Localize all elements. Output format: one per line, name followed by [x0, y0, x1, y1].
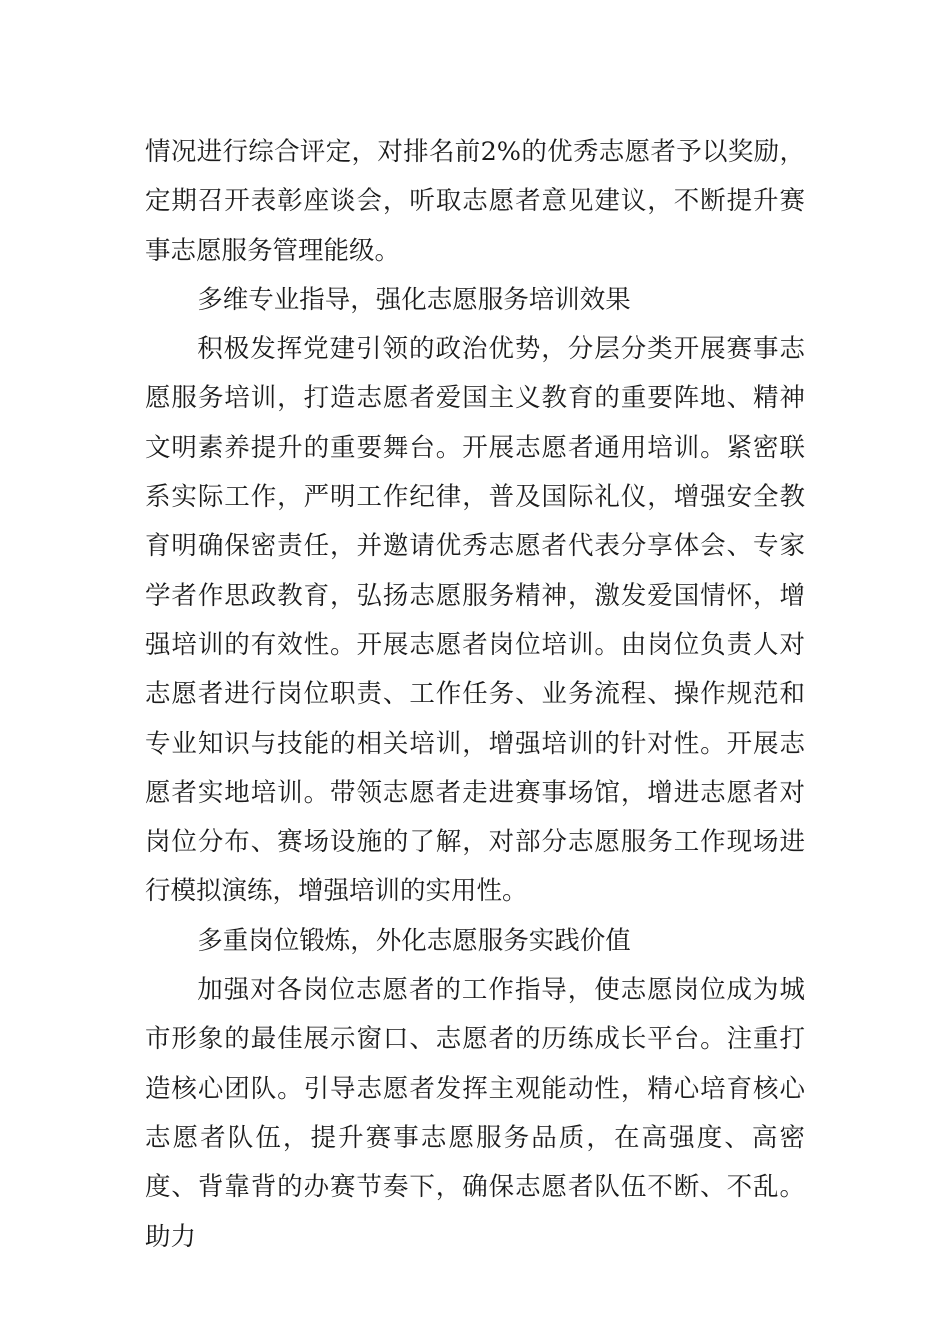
paragraph-continued: 情况进行综合评定，对排名前2%的优秀志愿者予以奖励，定期召开表彰座谈会，听取志愿者意见建议，不断提升赛事志愿服务管理能级。: [145, 137, 805, 266]
section-heading-training: 多维专业指导，强化志愿服务培训效果: [197, 284, 631, 315]
paragraph-training: 积极发挥党建引领的政治优势，分层分类开展赛事志愿服务培训，打造志愿者爱国主义教育的重要阵地、精神文明素养提升的重要舞台。开展志愿者通用培训。紧密联系实际工作，严明工作纪律，普及国际礼仪，增强安全教育明确保密责任，并邀请优秀志愿者代表分享体会、专家学者作思政教育，弘扬志愿服务精神，激发爱国情怀，增强培训的有效性。开展志愿者岗位培训。由岗位负责人对志愿者进行岗位职责、工作任务、业务流程、操作规范和专业知识与技能的相关培训，增强培训的针对性。开展志愿者实地培训。带领志愿者走进赛事场馆，增进志愿者对岗位分布、赛场设施的了解，对部分志愿服务工作现场进行模拟演练，增强培训的实用性。: [145, 334, 805, 907]
section-heading-practice: 多重岗位锻炼，外化志愿服务实践价值: [197, 925, 631, 956]
paragraph-practice: 加强对各岗位志愿者的工作指导，使志愿岗位成为城市形象的最佳展示窗口、志愿者的历练成长平台。注重打造核心团队。引导志愿者发挥主观能动性，精心培育核心志愿者队伍，提升赛事志愿服务品质，在高强度、高密度、背靠背的办赛节奏下，确保志愿者队伍不断、不乱。助力: [145, 975, 805, 1252]
document-page: [145, 128, 805, 1262]
